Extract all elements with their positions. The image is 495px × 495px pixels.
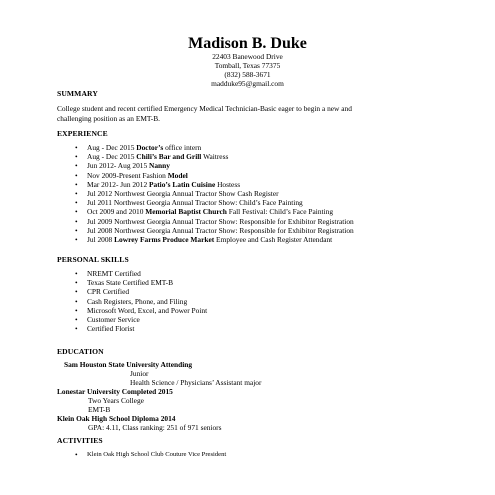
skill-item-text: CPR Certified [87, 287, 130, 297]
activity-item [75, 450, 226, 459]
bullet-icon: • [75, 170, 78, 180]
experience-text: Mar 2012- Jun 2012 [87, 179, 149, 189]
experience-item [75, 161, 354, 170]
email-address: madduke95@gmail.com [211, 79, 284, 88]
experience-item [75, 217, 354, 226]
summary-line-2: challenging position as an EMT-B. [57, 113, 160, 123]
experience-text: Oct 2009 and 2010 [87, 207, 146, 217]
skills-heading: PERSONAL SKILLS [57, 255, 129, 264]
bullet-icon: • [75, 198, 78, 208]
experience-role: Hostess [215, 179, 241, 189]
bullet-icon: • [75, 296, 78, 306]
school-lonestar-detail-1: Two Years College [88, 396, 144, 405]
skill-item-text: Certified Florist [87, 324, 135, 334]
skills-list [75, 269, 207, 333]
phone-number: (832) 588-3671 [224, 70, 271, 79]
activities-heading: ACTIVITIES [57, 436, 103, 445]
experience-item [75, 171, 354, 180]
skill-item [75, 278, 207, 287]
school-sam-houston-standing: Junior [130, 369, 149, 378]
experience-text: Jul 2011 Northwest Georgia Annual Tractor Show: Child’s Face Painting [87, 198, 303, 208]
skill-item-text: Microsoft Word, Excel, and Power Point [87, 305, 208, 315]
bullet-icon: • [75, 152, 78, 162]
summary-line-1: College student and recent certified Emergency Medical Technician-Basic eager to begin a new and [57, 104, 352, 113]
summary-text [57, 104, 437, 123]
bullet-icon: • [75, 189, 78, 199]
experience-item [75, 198, 354, 207]
skill-item-text: Texas State Certified EMT-B [87, 278, 174, 288]
experience-role: Fall Festival: Child’s Face Painting [226, 207, 334, 217]
skill-item [75, 287, 207, 296]
experience-text: Jun 2012- Aug 2015 [87, 161, 150, 171]
experience-item [75, 207, 354, 216]
bullet-icon: • [75, 278, 78, 288]
experience-item [75, 226, 354, 235]
experience-text: Jul 2012 Northwest Georgia Annual Tractor Show Cash Register [87, 189, 279, 199]
experience-employer: Nanny [149, 161, 170, 171]
bullet-icon: • [75, 287, 78, 297]
experience-employer: Doctor’s [136, 143, 164, 152]
skill-item [75, 306, 207, 315]
bullet-icon: • [75, 315, 78, 325]
school-lonestar: Lonestar University Completed 2015 [57, 387, 173, 396]
skill-item-text: Customer Service [87, 315, 140, 325]
bullet-icon: • [75, 207, 78, 217]
school-klein-oak: Klein Oak High School Diploma 2014 [57, 414, 176, 423]
experience-employer: Chili’s Bar and Grill [136, 152, 202, 162]
bullet-icon: • [75, 225, 78, 235]
experience-employer: Patio’s Latin Cuisine [149, 179, 216, 189]
experience-item [75, 152, 354, 161]
skill-item [75, 269, 207, 278]
bullet-icon: • [75, 235, 78, 245]
experience-item [75, 180, 354, 189]
bullet-icon: • [75, 143, 78, 152]
experience-role: office intern [163, 143, 202, 152]
experience-item [75, 143, 354, 152]
activity-item-text: Klein Oak High School Club Couture Vice President [87, 451, 227, 458]
experience-heading: EXPERIENCE [57, 129, 108, 138]
skill-item [75, 324, 207, 333]
experience-employer: Model [167, 170, 188, 180]
bullet-icon: • [75, 269, 78, 278]
skill-item [75, 297, 207, 306]
experience-text: Jul 2009 Northwest Georgia Annual Tractor Show: Responsible for Exhibitor Registration [87, 216, 354, 226]
experience-text: Jul 2008 [87, 235, 115, 245]
address-line-1: 22403 Banewood Drive [212, 52, 283, 61]
school-lonestar-detail-2: EMT-B [88, 405, 111, 414]
experience-text: Jul 2008 Northwest Georgia Annual Tractor Show: Responsible for Exhibitor Registration [87, 225, 354, 235]
summary-heading: SUMMARY [57, 89, 98, 98]
education-heading: EDUCATION [57, 347, 104, 356]
experience-role: Employee and Cash Register Attendant [214, 235, 333, 245]
skill-item-text: Cash Registers, Phone, and Filing [87, 296, 188, 306]
bullet-icon: • [75, 179, 78, 189]
experience-item [75, 235, 354, 244]
experience-text: Nov 2009-Present Fashion [87, 170, 168, 180]
experience-text: Aug - Dec 2015 [87, 152, 137, 162]
skill-item-text: NREMT Certified [87, 269, 141, 278]
experience-list [75, 143, 354, 244]
bullet-icon: • [75, 216, 78, 226]
experience-role: Waitress [201, 152, 229, 162]
skill-item [75, 315, 207, 324]
bullet-icon: • [75, 450, 78, 459]
bullet-icon: • [75, 305, 78, 315]
experience-text: Aug - Dec 2015 [87, 143, 137, 152]
school-sam-houston: Sam Houston State University Attending [64, 360, 193, 369]
address-line-2: Tomball, Texas 77375 [214, 61, 281, 70]
experience-employer: Lowrey Farms Produce Market [114, 235, 215, 245]
school-sam-houston-major: Health Science / Physicians’ Assistant major [130, 378, 262, 387]
applicant-name: Madison B. Duke [188, 35, 307, 52]
bullet-icon: • [75, 161, 78, 171]
experience-employer: Memorial Baptist Church [145, 207, 227, 217]
school-klein-oak-detail: GPA: 4.11, Class ranking: 251 of 971 seniors [88, 423, 222, 432]
experience-item [75, 189, 354, 198]
activities-list [75, 450, 226, 459]
bullet-icon: • [75, 324, 78, 334]
